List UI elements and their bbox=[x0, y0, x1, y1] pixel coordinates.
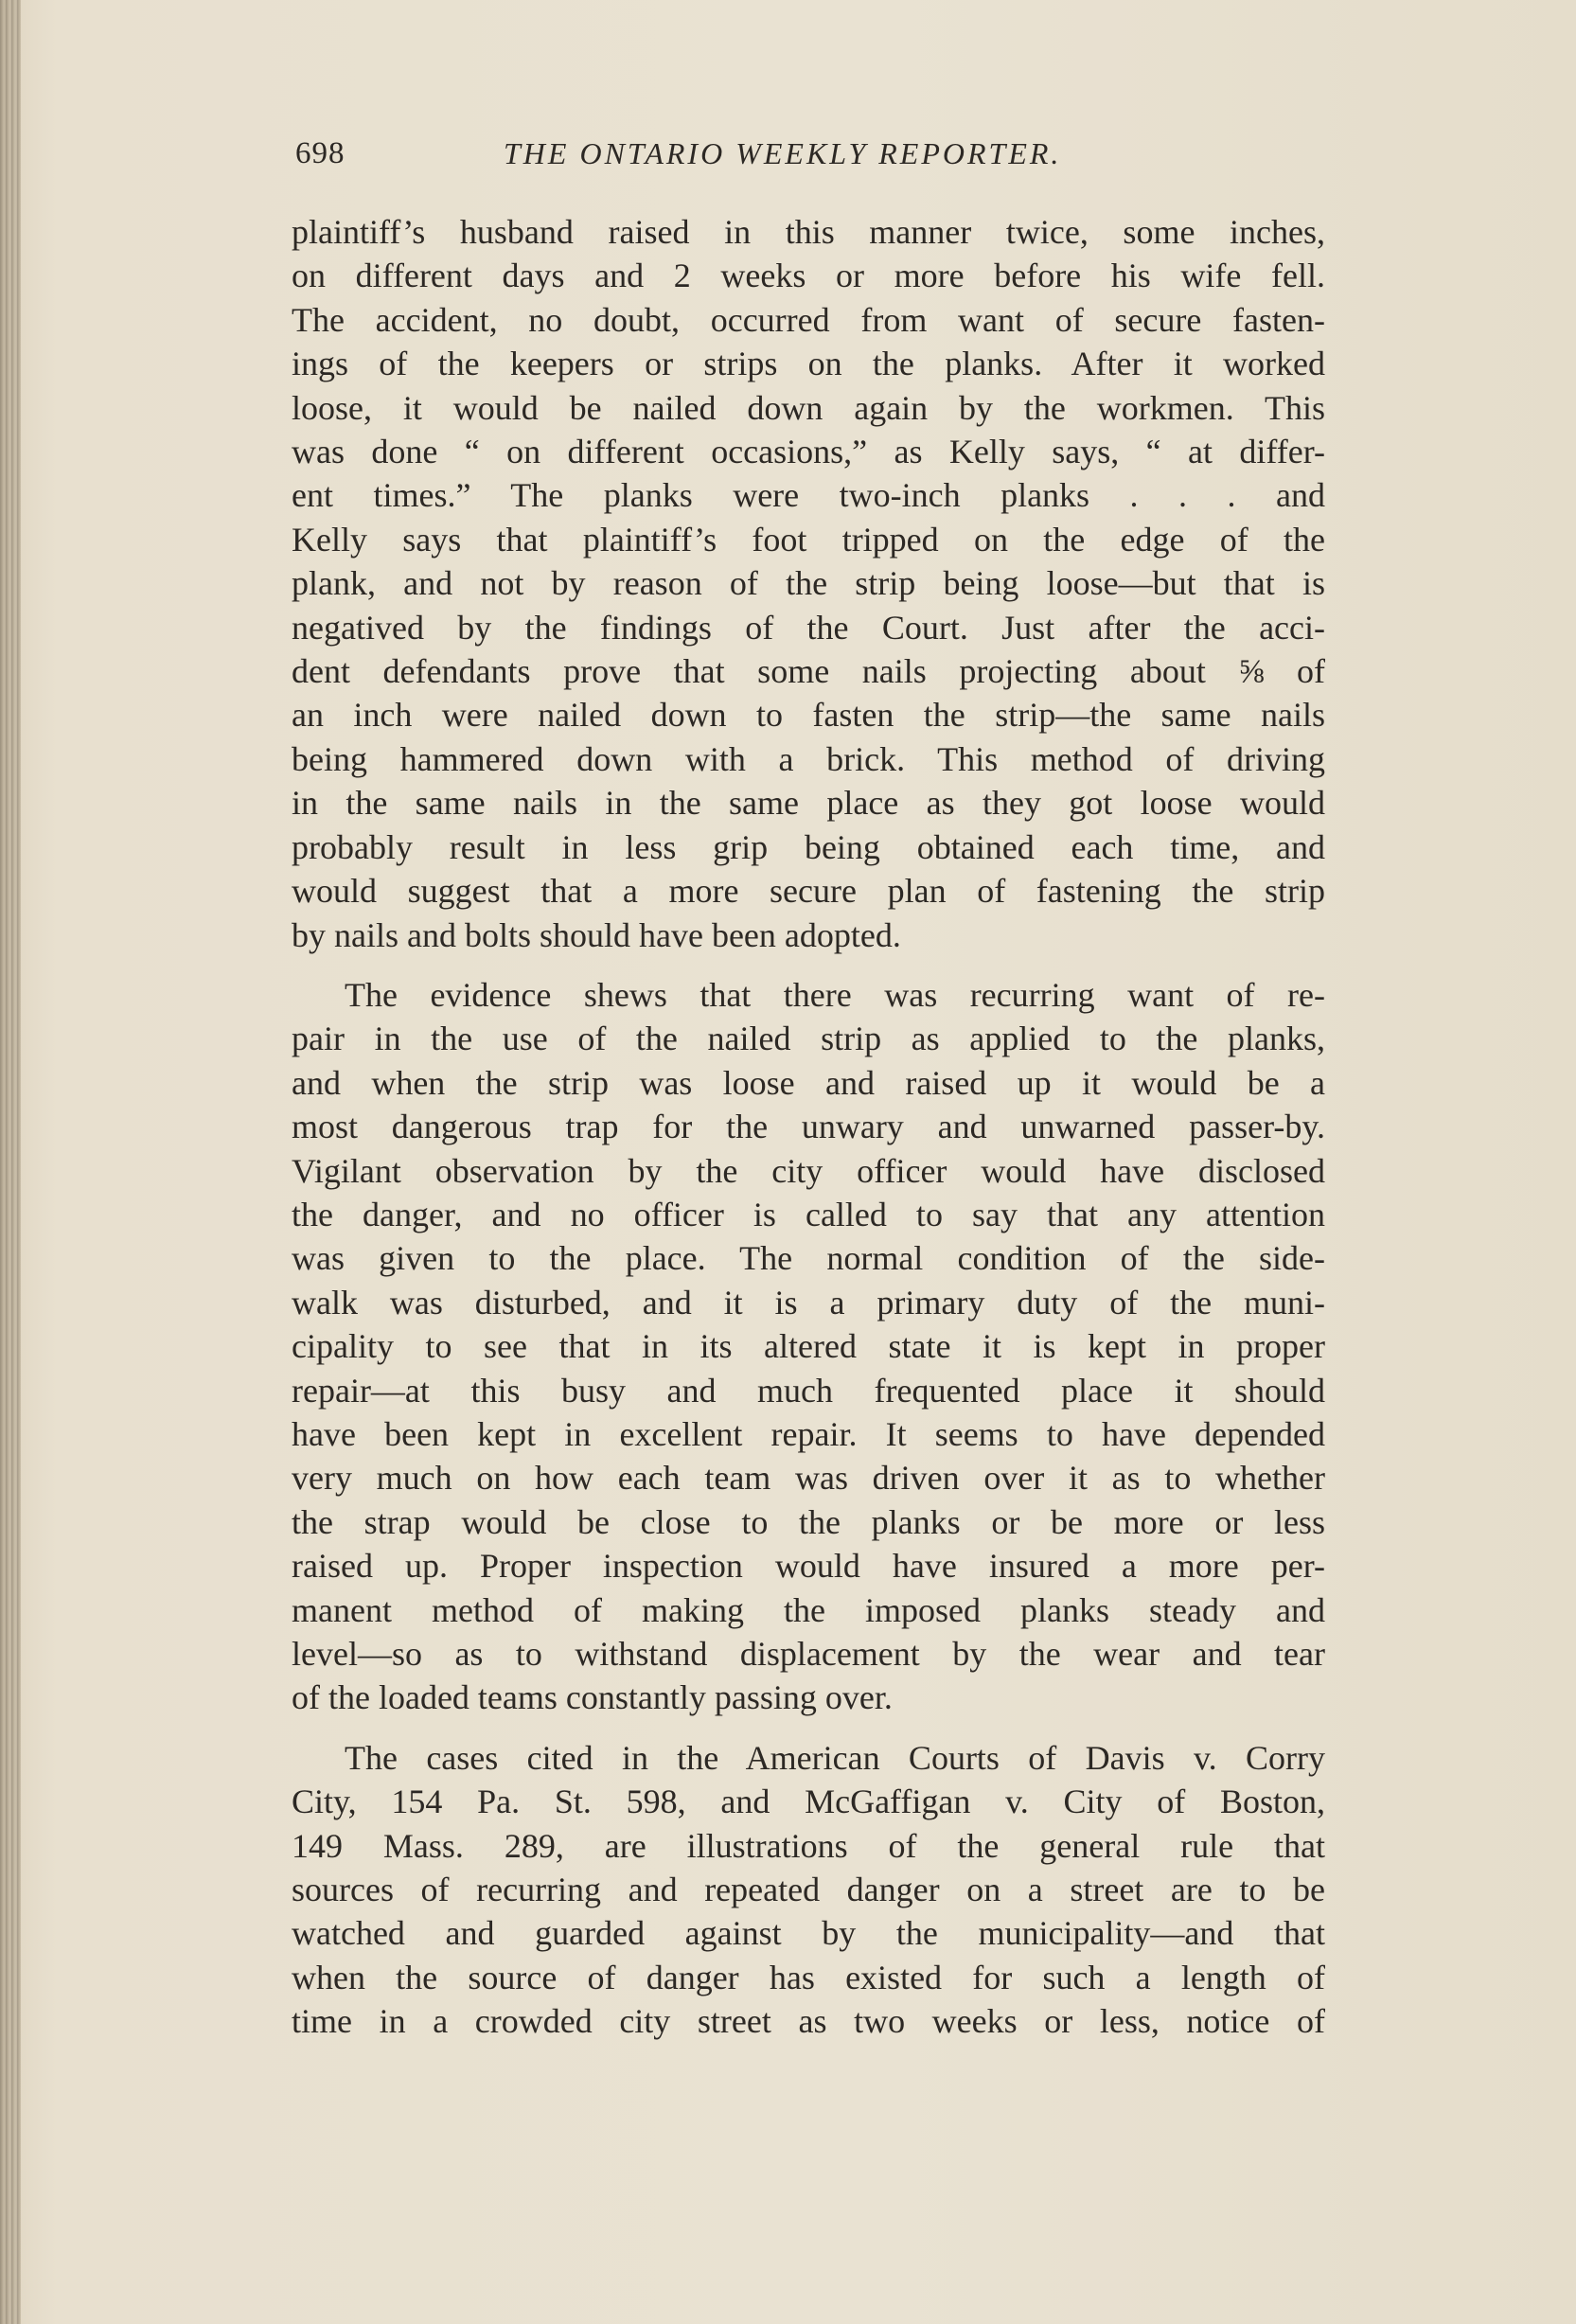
text-line: 149 Mass. 289, are illustrations of the general rule that bbox=[292, 1826, 1325, 1865]
text-line: and when the strip was loose and raised up it would be a bbox=[292, 1063, 1325, 1102]
text-line: of the loaded teams constantly passing over. bbox=[292, 1678, 893, 1717]
text-line: walk was disturbed, and it is a primary duty of the muni- bbox=[292, 1283, 1325, 1322]
text-line: negatived by the findings of the Court. Just after the acci- bbox=[292, 608, 1325, 647]
running-head bbox=[295, 133, 1327, 189]
text-line: Kelly says that plaintiff’s foot tripped on the edge of the bbox=[292, 520, 1325, 559]
text-line: being hammered down with a brick. This method of driving bbox=[292, 739, 1325, 778]
text-line: manent method of making the imposed planks steady and bbox=[292, 1590, 1325, 1629]
text-line: most dangerous trap for the unwary and unwarned passer-by. bbox=[292, 1108, 1325, 1146]
text-line: pair in the use of the nailed strip as applied to the planks, bbox=[292, 1020, 1325, 1058]
body-text bbox=[292, 210, 1325, 2044]
text-line: the danger, and no officer is called to say that any attention bbox=[292, 1195, 1325, 1233]
text-line: very much on how each team was driven over it as to whether bbox=[292, 1459, 1325, 1498]
text-line: plank, and not by reason of the strip being loose—but that is bbox=[292, 564, 1325, 603]
text-line: The evidence shews that there was recurring want of re- bbox=[345, 975, 1325, 1014]
page-number: 698 bbox=[295, 136, 345, 170]
text-line: ings of the keepers or strips on the planks. After it worked bbox=[292, 345, 1325, 383]
text-line: plaintiff’s husband raised in this manner twice, some inches, bbox=[292, 213, 1325, 251]
paragraph-2 bbox=[292, 973, 1325, 1720]
text-line: dent defendants prove that some nails projecting about ⅝ of bbox=[292, 652, 1325, 691]
text-line: have been kept in excellent repair. It seems to have depended bbox=[292, 1414, 1325, 1453]
paragraph-3 bbox=[292, 1736, 1325, 2044]
text-line: an inch were nailed down to fasten the strip—the same nails bbox=[292, 696, 1325, 735]
text-line: time in a crowded city street as two weeks or less, notice of bbox=[292, 2002, 1325, 2041]
text-line: ent times.” The planks were two-inch planks . . . and bbox=[292, 476, 1325, 515]
text-line: the strap would be close to the planks or be more or less bbox=[292, 1502, 1325, 1541]
text-line: raised up. Proper inspection would have insured a more per- bbox=[292, 1547, 1325, 1586]
text-line: was given to the place. The normal condition of the side- bbox=[292, 1239, 1325, 1278]
text-line: watched and guarded against by the municipality—and that bbox=[292, 1914, 1325, 1953]
text-line: level—so as to withstand displacement by the wear and tear bbox=[292, 1635, 1325, 1673]
text-line: probably result in less grip being obtained each time, and bbox=[292, 827, 1325, 866]
text-line: would suggest that a more secure plan of fastening the strip bbox=[292, 872, 1325, 911]
text-line: cipality to see that in its altered state it is kept in proper bbox=[292, 1327, 1325, 1366]
text-line: loose, it would be nailed down again by the workmen. This bbox=[292, 388, 1325, 427]
text-line: was done “ on different occasions,” as Kelly says, “ at differ- bbox=[292, 433, 1325, 471]
binding-edge bbox=[0, 0, 21, 2324]
text-line: when the source of danger has existed for such a length of bbox=[292, 1958, 1325, 1996]
text-line: sources of recurring and repeated danger on a street are to be bbox=[292, 1871, 1325, 1909]
text-line: City, 154 Pa. St. 598, and McGaffigan v. City of Boston, bbox=[292, 1783, 1325, 1821]
paragraph-1 bbox=[292, 210, 1325, 957]
text-line: Vigilant observation by the city officer would have disclosed bbox=[292, 1151, 1325, 1190]
text-line: The cases cited in the American Courts of Davis v. Corry bbox=[345, 1738, 1325, 1777]
text-line: The accident, no doubt, occurred from want of secure fasten- bbox=[292, 300, 1325, 339]
text-line: on different days and 2 weeks or more before his wife fell. bbox=[292, 257, 1325, 295]
text-line: repair—at this busy and much frequented place it should bbox=[292, 1371, 1325, 1410]
text-line: by nails and bolts should have been adopted. bbox=[292, 915, 901, 954]
text-line: in the same nails in the same place as they got loose would bbox=[292, 784, 1325, 823]
journal-title: THE ONTARIO WEEKLY REPORTER. bbox=[504, 136, 1062, 170]
